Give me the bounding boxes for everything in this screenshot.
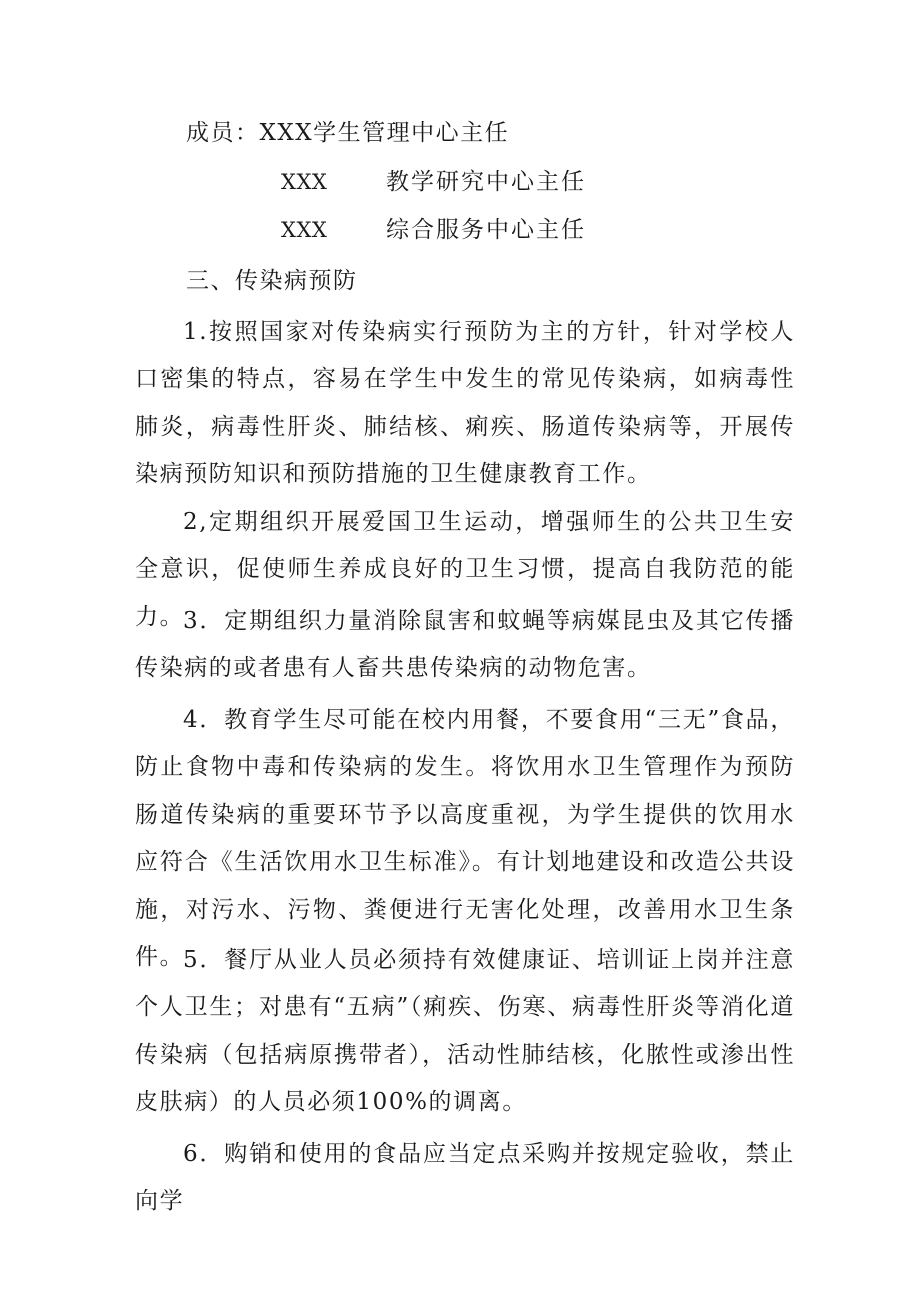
members-label-line: 成员：XXX学生管理中心主任: [186, 120, 510, 146]
paragraph: 4．教育学生尽可能在校内用餐，不要食用“三无”食品，防止食物中毒和传染病的发生。将饮用水卫生管理作为预防肠道传染病的重要环节予以高度重视，为学生提供的饮用水应符合《生活饮用水卫生标准》。有计划地建设和改造公共设施，对污水、污物、粪便进行无害化处理，改善用水卫生条件。: [135, 707, 795, 971]
member-name: XXX: [281, 218, 328, 242]
paragraph: 1.按照国家对传染病实行预防为主的方针，针对学校人口密集的特点，容易在学生中发生的常见传染病，如病毒性肺炎，病毒性肝炎、肺结核、痢疾、肠道传染病等，开展传染病预防知识和预防措施的卫生健康教育工作。: [135, 319, 795, 488]
member-role: 教学研究中心主任: [386, 169, 586, 195]
member-role: 综合服务中心主任: [386, 217, 586, 243]
paragraph: 5．餐厅从业人员必须持有效健康证、培训证上岗并注意个人卫生；对患有“五病”（痢疾、伤寒、病毒性肝炎等消化道传染病（包括病原携带者），活动性肺结核，化脓性或渗出性皮肤病）的人员必须100%的调离。: [135, 947, 795, 1116]
paragraph: 3．定期组织力量消除鼠害和蚊蝇等病媒昆虫及其它传播传染病的或者患有人畜共患传染病的动物危害。: [135, 608, 795, 682]
member-name: XXX: [281, 170, 328, 194]
section-heading: 三、传染病预防: [186, 268, 358, 294]
paragraph: 6．购销和使用的食品应当定点采购并按规定验收，禁止向学: [135, 1141, 795, 1215]
paragraph: 2,定期组织开展爱国卫生运动，增强师生的公共卫生安全意识，促使师生养成良好的卫生习惯，提高自我防范的能力。: [135, 509, 795, 630]
